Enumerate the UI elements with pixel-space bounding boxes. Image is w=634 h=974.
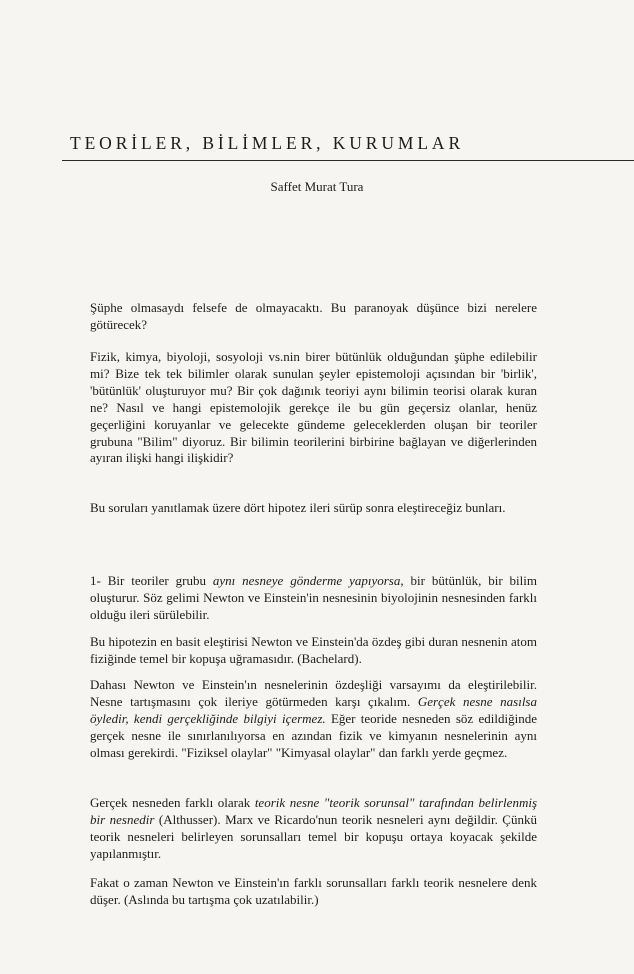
text-run: Fakat o zaman Newton ve Einstein'ın farklı sorunsalları farklı teorik nesnelere denk düşer. (Aslında bu tartışma çok uzatılabilir.)	[90, 875, 537, 907]
text-run: , bir bütünlük, bir bilim oluşturur. Söz gelimi Newton ve Einstein'in nesnesinin biyolojinin nesnesinden farklı olduğu ileri sürülebilir.	[90, 573, 537, 622]
paragraph	[90, 349, 537, 467]
paragraph	[90, 634, 537, 668]
paragraph	[90, 573, 537, 624]
italic-text: teorik nesne "teorik sorunsal" tarafından belirlenmiş bir nesnedir	[90, 795, 537, 827]
text-run: (Althusser). Marx ve Ricardo'nun teorik nesneleri aynı değildir. Çünkü teorik nesneleri belirleyen sorunsalları temel bir kopuşu ortaya koyacak şekilde yapılanmıştır.	[90, 811, 537, 861]
paragraph	[90, 500, 537, 517]
paragraph	[90, 875, 537, 909]
page-title: TEORİLER, BİLİMLER, KURUMLAR	[70, 133, 465, 153]
italic-text: Gerçek nesne nasılsa öyledir, kendi gerçekliğinde bilgiyi içermez.	[90, 693, 537, 726]
text-run: Fizik, kimya, biyoloji, sosyoloji vs.nin birer bütünlük olduğundan şüphe edilebilir mi? Bize tek tek bilimler olarak sunulan şeyler epistemoloji açısından bir 'birlik', 'bütünlük' oluşturuyor mu? Bir çok dağınık teoriyi aynı bilimin teorisi olarak kuran ne? Nasıl ve hangi epistemolojik gerekçe ile bu gün geçersiz olanlar, henüz geçerliğini koruyanlar ve gelecekte gündeme geleceklerden oluşan bir teoriler grubuna "Bilim" diyoruz. Bir bilimin teorilerini birbirine bağlayan ve diğerlerinden ayıran ilişki hangi ilişkidir?	[90, 349, 537, 466]
author-name: Saffet Murat Tura	[270, 179, 364, 194]
text-run: Eğer teoride nesneden söz edildiğinde gerçek nesne ile sınırlanılıyorsa en azından fizik ve kimyanın nesnelerinin aynı olması gerekirdi. "Fiziksel olaylar" "Kimyasal olaylar" dan farklı yerde geçmez.	[90, 710, 537, 760]
text-run: Bu hipotezin en basit eleştirisi Newton ve Einstein'da özdeş gibi duran nesnenin atom fiziğinde temel bir kopuşa uğramasıdır. (Bachelard).	[90, 634, 537, 666]
text-run: Şüphe olmasaydı felsefe de olmayacaktı. Bu paranoyak düşünce bizi nerelere götürecek?	[90, 300, 537, 332]
title-divider	[62, 160, 634, 161]
paragraph	[90, 300, 537, 334]
paragraph	[90, 795, 537, 863]
paragraph	[90, 677, 537, 762]
text-run: 1- Bir teoriler grubu	[90, 573, 213, 588]
text-run: Dahası Newton ve Einstein'ın nesnelerinin özdeşliği varsayımı da eleştirilebilir. Nesne tartışmasını çok ileriye götürmeden karşı çıkalım.	[90, 677, 537, 709]
text-run: Bu soruları yanıtlamak üzere dört hipotez ileri sürüp sonra eleştireceğiz bunları.	[90, 500, 506, 515]
text-run: Gerçek nesneden farklı olarak	[90, 795, 255, 810]
italic-text: aynı nesneye gönderme yapıyorsa	[212, 573, 401, 588]
